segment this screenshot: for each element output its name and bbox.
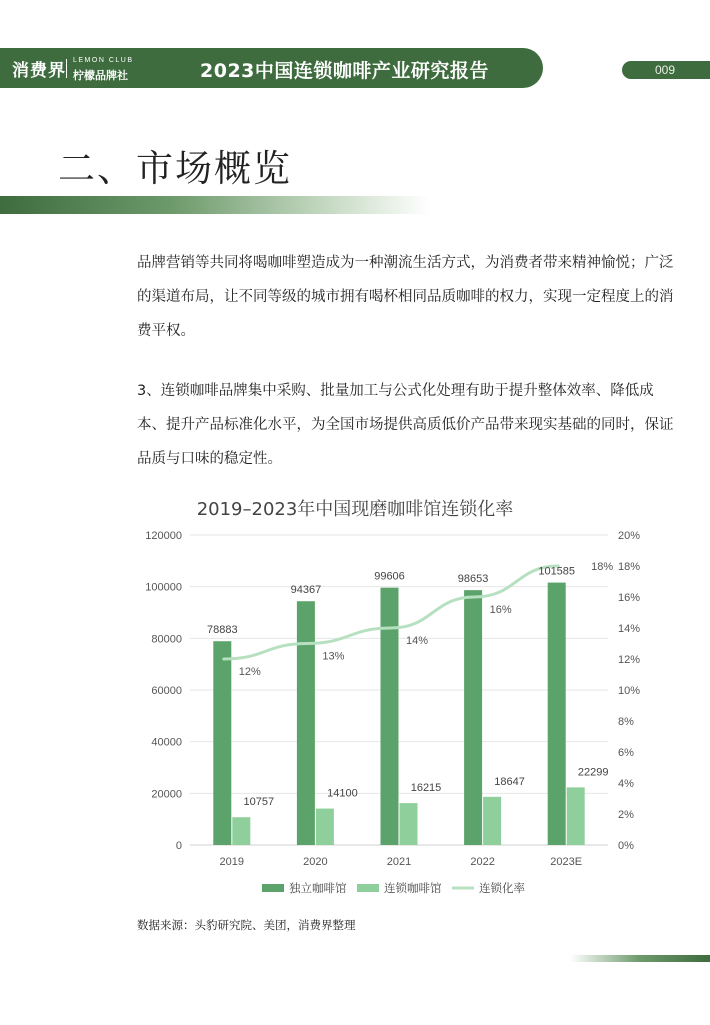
bar-value-label-independent: 98653: [457, 573, 489, 586]
legend-swatch-bar: [262, 884, 284, 892]
line-value-label: 16%: [489, 604, 512, 616]
bar-value-label-independent: 78883: [207, 624, 238, 637]
bar-independent: [381, 588, 399, 845]
bar-independent: [297, 601, 315, 845]
line-value-label: 14%: [405, 635, 429, 647]
y-right-tick-label: 10%: [618, 685, 641, 697]
bar-independent: [213, 641, 231, 845]
legend-label: 连锁咖啡馆: [384, 883, 442, 895]
bar-independent: [464, 590, 482, 845]
footer-bar: [570, 955, 710, 962]
paragraph-1: 品牌营销等共同将喝咖啡塑造成为一种潮流生活方式，为消费者带来精神愉悦；广泛的渠道布局，让不同等级的城市拥有喝杯相同品质咖啡的权力，实现一定程度上的消费平权。: [137, 255, 674, 339]
legend-label: 独立咖啡馆: [289, 883, 347, 895]
legend-swatch-bar: [357, 884, 379, 892]
bar-value-label-chain: 22299: [577, 766, 609, 779]
y-left-tick-label: 120000: [145, 530, 182, 542]
y-right-tick-label: 20%: [618, 530, 641, 542]
bar-chain: [400, 803, 418, 845]
chart-title: 2019–2023年中国现磨咖啡馆连锁化率: [196, 499, 514, 520]
y-left-tick-label: 40000: [151, 736, 182, 749]
logo-english: LEMON CLUB: [73, 57, 134, 64]
y-right-tick-label: 4%: [618, 778, 634, 790]
bar-chain: [567, 787, 585, 845]
y-left-tick-label: 20000: [151, 788, 182, 801]
bar-value-label-independent: 99606: [374, 570, 405, 583]
x-tick-label: 2023E: [550, 856, 583, 868]
line-value-label: 18%: [591, 561, 614, 573]
y-right-tick-label: 0%: [618, 840, 634, 852]
bar-value-label-chain: 10757: [243, 796, 275, 809]
y-right-tick-label: 14%: [618, 623, 641, 635]
bar-value-label-independent: 101585: [538, 565, 576, 578]
y-right-tick-label: 8%: [618, 716, 634, 728]
x-tick-label: 2021: [386, 856, 412, 868]
y-right-tick-label: 18%: [618, 561, 641, 573]
bar-value-label-independent: 94367: [290, 584, 322, 597]
section-title: 二、市场概览: [58, 147, 292, 190]
x-tick-label: 2019: [219, 856, 245, 868]
line-value-label: 13%: [322, 650, 345, 663]
y-right-tick-label: 2%: [618, 809, 634, 821]
x-tick-label: 2022: [470, 856, 495, 868]
page-number: 009: [655, 63, 676, 77]
y-right-tick-label: 16%: [618, 592, 641, 604]
y-left-tick-label: 100000: [145, 581, 182, 594]
logo-chinese: 消费界: [12, 61, 66, 81]
legend-label: 连锁化率: [479, 883, 525, 895]
data-source-note: 数据来源：头豹研究院、美团，消费界整理: [137, 918, 356, 932]
y-left-tick-label: 0: [175, 840, 182, 852]
line-value-label: 12%: [238, 666, 261, 678]
paragraph-2: 3、连锁咖啡品牌集中采购、批量加工与公式化处理有助于提升整体效率、降低成本、提升产品标准化水平，为全国市场提供高质低价产品带来现实基础的同时，保证品质与口味的稳定性。: [137, 383, 674, 467]
bar-chain: [232, 817, 250, 845]
bar-chain: [316, 809, 334, 845]
bar-value-label-chain: 14100: [327, 787, 358, 800]
bar-independent: [548, 583, 566, 845]
x-tick-label: 2020: [303, 856, 328, 868]
y-left-tick-label: 80000: [151, 633, 182, 646]
bar-value-label-chain: 16215: [410, 782, 442, 795]
logo-subtitle: 柠檬品牌社: [73, 69, 128, 82]
bar-chain: [483, 797, 501, 845]
y-right-tick-label: 6%: [618, 747, 634, 759]
y-left-tick-label: 60000: [151, 685, 182, 697]
y-right-tick-label: 12%: [618, 654, 641, 666]
report-title: 2023中国连锁咖啡产业研究报告: [200, 60, 489, 82]
bar-value-label-chain: 18647: [494, 775, 525, 788]
